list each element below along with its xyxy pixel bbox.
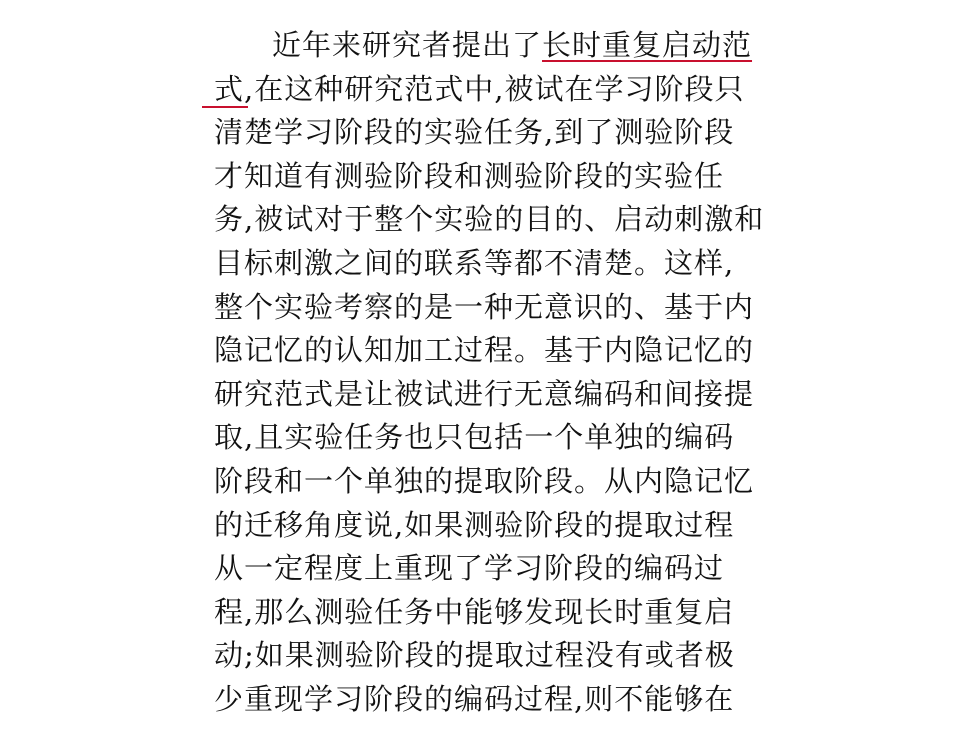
text-segment: 近年来研究者提出了	[272, 28, 543, 62]
underlined-term-continued: 式	[214, 71, 245, 106]
text-segment: ,在这种研究范式中,被试在学习阶段只	[244, 71, 745, 106]
text-line-3: 清楚学习阶段的实验任务,到了测验阶段	[214, 115, 735, 150]
text-line-14: 程,那么测验任务中能够发现长时重复启	[214, 594, 735, 629]
text-line-8: 隐记忆的认知加工过程。基于内隐记忆的	[214, 333, 755, 368]
red-underline-mark	[202, 106, 248, 108]
text-line-6: 目标刺激之间的联系等都不清楚。这样,	[214, 245, 735, 280]
text-line-13: 从一定程度上重现了学习阶段的编码过	[214, 551, 725, 586]
text-line-1	[214, 24, 774, 68]
text-line-4: 才知道有测验阶段和测验阶段的实验任	[214, 158, 725, 193]
text-line-5: 务,被试对于整个实验的目的、启动刺激和	[214, 202, 765, 237]
underlined-term: 长时重复启动范	[542, 28, 753, 62]
text-line-7: 整个实验考察的是一种无意识的、基于内	[214, 289, 755, 324]
document-text	[214, 24, 774, 722]
text-line-10: 取,且实验任务也只包括一个单独的编码	[214, 420, 735, 455]
text-line-2	[214, 68, 774, 112]
text-line-15: 动;如果测验阶段的提取过程没有或者极	[214, 638, 735, 673]
text-line-11: 阶段和一个单独的提取阶段。从内隐记忆	[214, 463, 755, 498]
text-line-16: 少重现学习阶段的编码过程,则不能够在	[214, 681, 735, 716]
text-line-9: 研究范式是让被试进行无意编码和间接提	[214, 376, 755, 411]
text-line-12: 的迁移角度说,如果测验阶段的提取过程	[214, 507, 735, 542]
